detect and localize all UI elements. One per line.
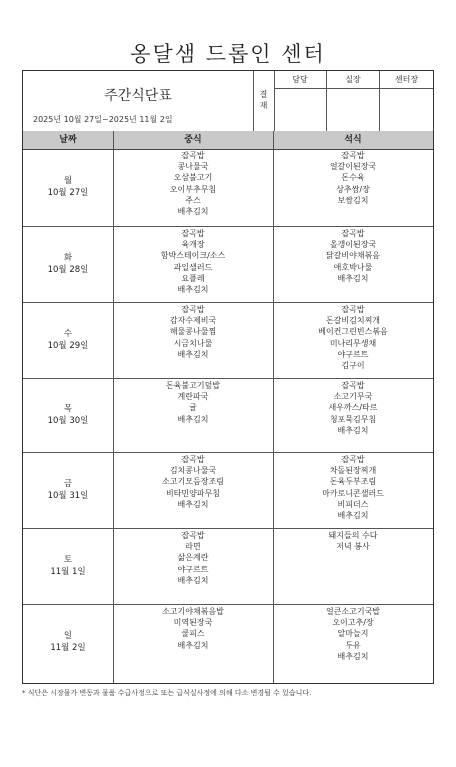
lunch-menu xyxy=(113,530,273,586)
dinner-menu xyxy=(273,228,433,284)
lunch-item: 배추김치 xyxy=(177,414,209,424)
dinner-item: 애호박나물 xyxy=(333,262,373,272)
day-label xyxy=(23,252,113,276)
dinner-menu xyxy=(273,304,433,371)
dinner-item: 저녁 봉사 xyxy=(336,542,370,552)
lunch-item: 요플레 xyxy=(181,273,205,283)
dinner-item: 배추김치 xyxy=(337,425,369,435)
lunch-item: 잡곡밥 xyxy=(181,305,205,314)
dinner-item: 새우까스/타르 xyxy=(328,403,378,413)
menu-period: 2025년 10월 27일~2025년 11월 2일 xyxy=(33,115,173,124)
day-label xyxy=(23,175,113,199)
day-label xyxy=(23,328,113,352)
date: 11월 1일 xyxy=(50,567,86,577)
lunch-item: 소고기야채볶음밥 xyxy=(162,607,224,616)
dinner-item: 배추김치 xyxy=(337,511,369,521)
day-row xyxy=(23,529,433,605)
lunch-item: 배추김치 xyxy=(177,207,209,217)
weekday: 토 xyxy=(63,555,73,565)
lunch-item: 콩나물국 xyxy=(177,162,209,172)
lunch-item: 돈육불고기덮밥 xyxy=(165,381,221,390)
dinner-item: 돈육두부조림 xyxy=(329,477,377,487)
lunch-menu xyxy=(113,454,273,510)
approval-mark-2: 재 xyxy=(259,101,268,110)
lunch-item: 삶은계란 xyxy=(177,553,209,563)
approval-mark xyxy=(253,71,275,131)
dinner-item: 오이고추/장 xyxy=(332,618,374,628)
date: 10월 31일 xyxy=(47,491,89,501)
dinner-item: 소고기무국 xyxy=(333,392,373,402)
approver-cell xyxy=(380,71,433,131)
dinner-item: 비피더스 xyxy=(337,499,369,509)
lunch-item: 주스 xyxy=(185,195,201,205)
lunch-menu xyxy=(113,150,273,217)
dinner-menu xyxy=(273,150,433,206)
lunch-item: 함박스테이크/소스 xyxy=(160,251,226,261)
lunch-item: 야구르트 xyxy=(177,564,209,574)
dinner-item: 상추쌈/장 xyxy=(336,184,370,194)
weekday: 수 xyxy=(63,329,73,339)
approver-label: 센터장 xyxy=(380,71,433,89)
lunch-item: 배추김치 xyxy=(177,349,209,359)
lunch-item: 해물콩나물찜 xyxy=(169,327,217,337)
lunch-menu xyxy=(113,304,273,360)
dinner-item: 올갱이된장국 xyxy=(329,240,377,250)
page-title: 옹달샘 드롭인 센터 xyxy=(130,42,326,66)
lunch-item: 잡곡밥 xyxy=(181,455,205,464)
lunch-item: 오이부추무침 xyxy=(169,184,217,194)
day-row xyxy=(23,303,433,379)
lunch-item: 육개장 xyxy=(181,240,205,250)
lunch-item: 잡곡밥 xyxy=(181,151,205,160)
day-row xyxy=(23,149,433,227)
menu-name: 주간식단표 xyxy=(104,88,172,104)
lunch-item: 쿨피스 xyxy=(181,629,205,639)
lunch-item: 배추김치 xyxy=(177,640,209,650)
dinner-menu xyxy=(273,380,433,436)
day-row xyxy=(23,605,433,681)
lunch-item: 오삼불고기 xyxy=(173,173,213,183)
day-label xyxy=(23,478,113,502)
weekday: 월 xyxy=(63,176,73,186)
column-header-lunch: 중식 xyxy=(184,135,202,145)
dinner-item: 돈수육 xyxy=(341,173,365,183)
lunch-item: 계란파국 xyxy=(177,392,209,402)
lunch-item: 배추김치 xyxy=(177,499,209,509)
weekday: 일 xyxy=(63,631,73,641)
day-row xyxy=(23,227,433,303)
dinner-item: 두유 xyxy=(345,640,361,650)
lunch-item: 잡곡밥 xyxy=(181,531,205,540)
date: 10월 27일 xyxy=(47,188,89,198)
dinner-item: 돈갈비김치찌개 xyxy=(325,316,381,326)
lunch-item: 미역된장국 xyxy=(173,618,213,628)
weekly-title-cell xyxy=(23,71,254,131)
dinner-item: 잡곡밥 xyxy=(341,455,365,464)
lunch-item: 배추김치 xyxy=(177,285,209,295)
approver-label: 담당 xyxy=(274,71,326,89)
dinner-item: 마카로니콘샐러드 xyxy=(322,488,384,498)
dinner-item: 차돌된장찌개 xyxy=(329,466,377,476)
lunch-item: 시금치나물 xyxy=(173,338,213,348)
day-label xyxy=(23,403,113,427)
approval-mark-1: 결 xyxy=(259,90,268,99)
day-row xyxy=(23,379,433,453)
dinner-item: 얼큰소고기국밥 xyxy=(325,607,381,616)
day-label xyxy=(23,554,113,578)
lunch-menu xyxy=(113,606,273,651)
dinner-item: 잡곡밥 xyxy=(341,305,365,314)
dinner-item: 야구르트 xyxy=(337,349,369,359)
day-row xyxy=(23,453,433,529)
approver-label: 실장 xyxy=(327,71,379,89)
dinner-menu xyxy=(273,454,433,521)
dinner-item: 잡곡밥 xyxy=(341,229,365,238)
day-label xyxy=(23,630,113,654)
dinner-item: 닭갈비야채볶음 xyxy=(325,251,381,261)
dinner-item: 얼갈이된장국 xyxy=(329,162,377,172)
dinner-item: 미나리무생채 xyxy=(329,338,377,348)
weekday: 화 xyxy=(63,253,73,263)
dinner-item: 김구이 xyxy=(341,361,365,371)
column-header-row xyxy=(23,131,433,150)
lunch-item: 귤 xyxy=(189,403,197,413)
lunch-item: 비타민양파무침 xyxy=(165,488,221,498)
dinner-item: 베이컨그린빈스볶음 xyxy=(318,327,388,337)
lunch-item: 감자수제비국 xyxy=(169,316,217,326)
column-header-dinner: 석식 xyxy=(344,135,362,145)
lunch-item: 과일샐러드 xyxy=(173,262,213,272)
lunch-menu xyxy=(113,380,273,425)
approver-cell xyxy=(327,71,380,131)
lunch-item: 소고기모듬장조림 xyxy=(162,477,224,487)
date: 10월 29일 xyxy=(47,341,89,351)
dinner-item: 배추김치 xyxy=(337,273,369,283)
dinner-item: 알마늘지 xyxy=(337,629,369,639)
date: 10월 28일 xyxy=(47,265,89,275)
dinner-menu xyxy=(273,530,433,552)
dinner-item: 보쌈김치 xyxy=(337,195,369,205)
lunch-item: 라면 xyxy=(185,542,201,552)
dinner-item: 잡곡밥 xyxy=(341,381,365,390)
dinner-menu xyxy=(273,606,433,662)
table-header xyxy=(23,71,433,132)
lunch-menu xyxy=(113,228,273,295)
lunch-item: 잡곡밥 xyxy=(181,229,205,238)
footnote: * 식단은 시장물가 변동과 물품 수급사정으로 또는 급식실사정에 의해 다소 변경될 수 있습니다. xyxy=(22,689,312,697)
date: 11월 2일 xyxy=(50,643,86,653)
date: 10월 30일 xyxy=(47,416,89,426)
dinner-item: 배추김치 xyxy=(337,651,369,661)
dinner-item: 잡곡밥 xyxy=(341,151,365,160)
approver-cell xyxy=(274,71,327,131)
weekday: 금 xyxy=(63,479,73,489)
dinner-item: 돼지들의 수다 xyxy=(328,531,378,540)
lunch-item: 김치콩나물국 xyxy=(169,466,217,476)
lunch-item: 배추김치 xyxy=(177,575,209,585)
column-header-day: 날짜 xyxy=(59,135,77,145)
weekday: 목 xyxy=(63,404,73,414)
menu-table xyxy=(22,70,434,684)
dinner-item: 청포묵김무침 xyxy=(329,414,377,424)
